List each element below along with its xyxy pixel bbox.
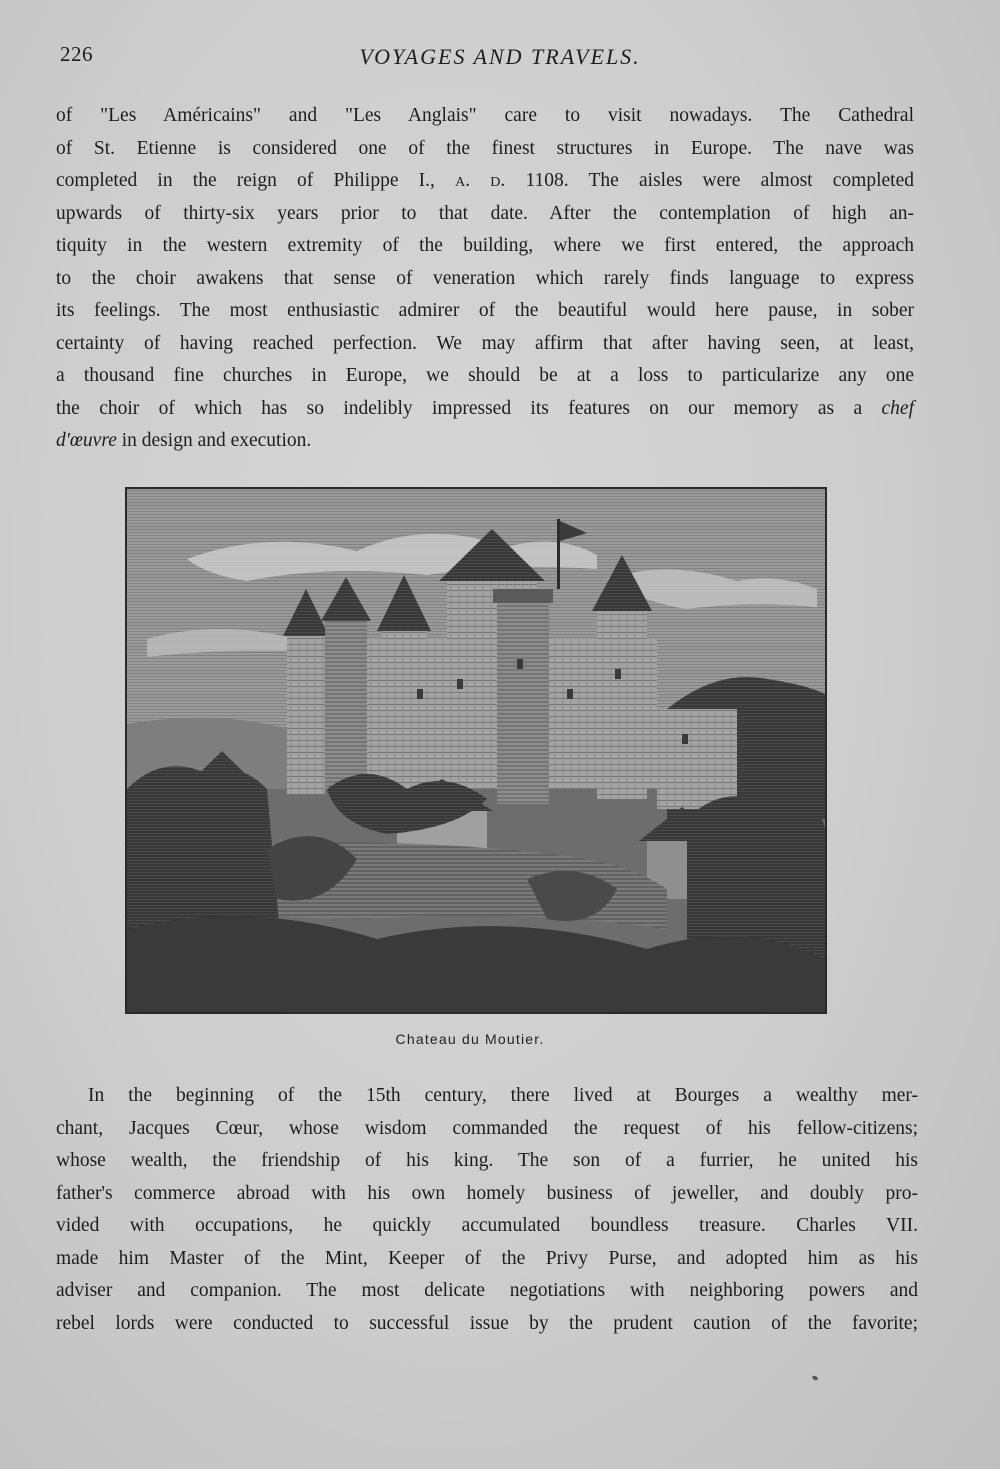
text-line: upwards of thirty-six years prior to that date. After the contemplation of high an- [56,202,914,224]
text-line: vided with occupations, he quickly accumulated boundless treasure. Charles VII. [56,1215,918,1236]
text-line: certainty of having reached perfection. We may affirm that after having seen, at least, [56,332,914,354]
text-fragment: 1108. The aisles were almost completed [505,170,914,191]
italic-phrase: d'œuvre [56,430,117,451]
text-line: of "Les Américains" and "Les Anglais" care to visit nowadays. The Cathedral [56,105,914,126]
text-fragment: in design and execution. [116,430,312,451]
castle-tower [325,619,367,789]
engraving-illustration [125,487,827,1014]
gatehouse [657,709,737,809]
castle-tower [382,629,427,789]
italic-phrase: chef [881,397,914,419]
text-line: its feelings. The most enthusiastic admirer of the beautiful would here pause, in sober [56,300,914,321]
text-line: father's commerce abroad with his own homely business of jeweller, and doubly pro- [56,1182,918,1204]
running-head: VOYAGES AND TRAVELS. [359,44,641,69]
illustration-caption: Chateau du Moutier. [395,1031,545,1047]
text-fragment: the choir of which has so indelibly impressed its features on our memory as a [56,397,882,419]
text-line [56,165,914,198]
text-line: to the choir awakens that sense of veneration which rarely finds language to express [56,267,914,289]
castle-tower [287,634,325,794]
castle-tower [597,609,647,799]
page-number: 226 [60,42,93,66]
flag-pole [557,519,560,589]
castle-tower [497,599,549,804]
text-fragment: completed in the reign of Philippe I., [56,170,456,191]
text-line: chant, Jacques Cœur, whose wisdom commanded the request of his fellow-citizens; [56,1117,918,1139]
paragraph-cathedral [56,100,914,458]
text-line: of St. Etienne is considered one of the finest structures in Europe. The nave was [56,137,914,159]
tower-battlement [493,589,553,603]
text-line: made him Master of the Mint, Keeper of the Privy Purse, and adopted him as his [56,1247,918,1269]
paper-speck [811,1375,818,1381]
text-line: adviser and companion. The most delicate negotiations with neighboring powers and [56,1280,918,1301]
text-line: In the beginning of the 15th century, there lived at Bourges a wealthy mer- [88,1085,918,1106]
text-line: whose wealth, the friendship of his king. The son of a furrier, he united his [56,1150,918,1171]
text-line: tiquity in the western extremity of the building, where we first entered, the approach [56,235,914,256]
text-line: rebel lords were conducted to successful issue by the prudent caution of the favorite; [56,1312,918,1334]
text-line [56,425,914,458]
era-abbreviation: a. d. [455,170,506,191]
text-line: a thousand fine churches in Europe, we should be at a loss to particularize any one [56,365,914,386]
text-line [56,393,914,426]
paragraph-jacques-coeur [56,1080,918,1340]
